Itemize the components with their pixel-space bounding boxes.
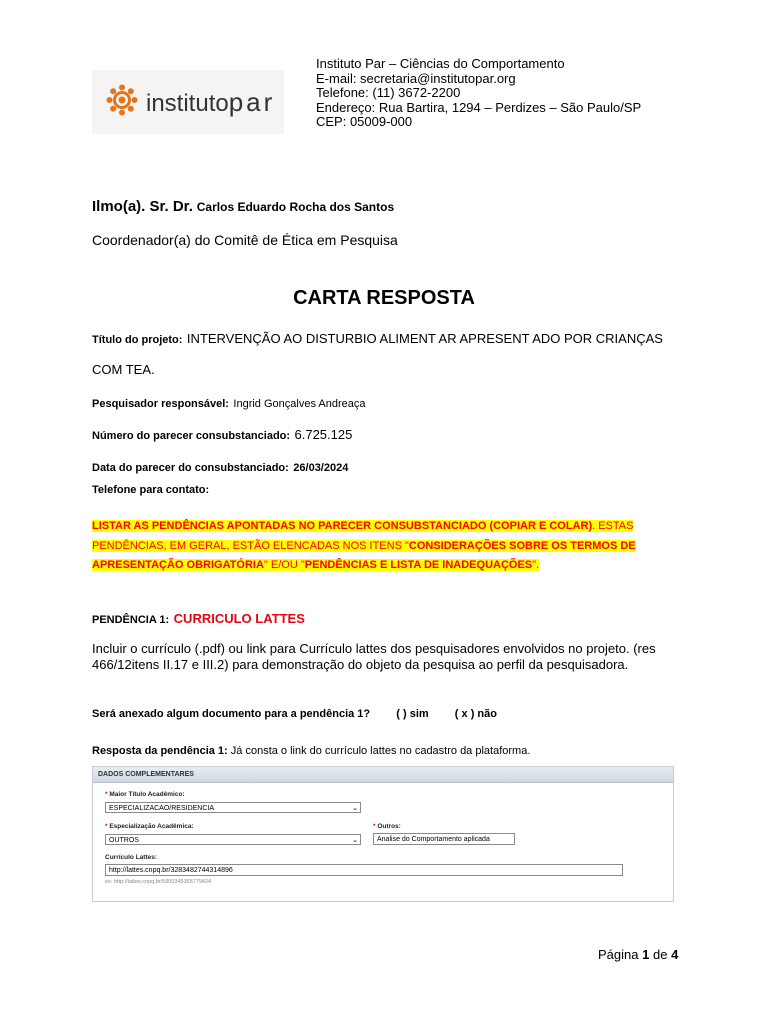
page-total: 4 bbox=[671, 947, 679, 962]
others-label: * Outros: bbox=[373, 823, 401, 830]
instruction-bold: LISTAR AS PENDÊNCIAS APONTADAS NO PARECER CONSUBSTANCIADO (COPIAR E COLAR) bbox=[92, 520, 593, 532]
addressee-role: Coordenador(a) do Comitê de Ética em Pesquisa bbox=[92, 232, 398, 248]
degree-selected-value: ESPECIALIZACAO/RESIDENCIA bbox=[109, 805, 215, 812]
pendency-description bbox=[92, 641, 692, 673]
option-yes: ( ) sim bbox=[396, 708, 429, 720]
contact-address: Endereço: Rua Bartira, 1294 – Perdizes – São Paulo/SP bbox=[316, 99, 642, 115]
pendency-response bbox=[92, 745, 530, 757]
researcher-line bbox=[92, 394, 366, 412]
lattes-input[interactable]: http://lattes.cnpq.br/3283482744314896 bbox=[105, 864, 623, 876]
opinion-date-line bbox=[92, 458, 348, 476]
instruction-text: " E/OU " bbox=[263, 559, 305, 571]
opinion-date-value: 26/03/2024 bbox=[293, 462, 349, 474]
page-number bbox=[598, 947, 678, 962]
logo-wordmark: institutopar bbox=[146, 86, 276, 117]
pendency-text-line: 466/12itens II.17 e III.2) para demonstração do objeto da pesquisa ao perfil da pesquisadora. bbox=[92, 657, 629, 672]
instruction-bold: APRESENTAÇÃO OBRIGATÓRIA bbox=[92, 559, 264, 571]
phone-line bbox=[92, 480, 209, 498]
response-text: Já consta o link do currículo lattes no cadastro da plataforma. bbox=[230, 745, 531, 757]
researcher-label: Pesquisador responsável: bbox=[92, 398, 229, 410]
pendency-label: PENDÊNCIA 1: bbox=[92, 614, 170, 626]
opinion-number-line bbox=[92, 426, 352, 444]
contact-zip: CEP: 05009-000 bbox=[316, 114, 413, 129]
instruction-text: . ESTAS bbox=[592, 520, 634, 532]
opinion-date-label: Data do parecer do consubstanciado: bbox=[92, 462, 289, 474]
dropdown-arrow-icon: ⌄ bbox=[352, 805, 358, 812]
project-title-line bbox=[92, 330, 663, 348]
page-word: Página bbox=[598, 947, 639, 962]
dropdown-arrow-icon: ⌄ bbox=[352, 837, 358, 844]
instruction-line-2 bbox=[92, 538, 636, 553]
institute-logo bbox=[92, 70, 284, 134]
project-title-continuation: COM TEA. bbox=[92, 362, 155, 377]
degree-label: * Maior Título Acadêmico: bbox=[105, 791, 185, 798]
question-text: Será anexado algum documento para a pendência 1? bbox=[92, 708, 371, 720]
specialization-selected-value: OUTROS bbox=[109, 837, 139, 844]
pendency-title: CURRICULO LATTES bbox=[173, 611, 305, 626]
lattes-hint: ex: http://lattes.cnpq.br/5900345365779424 bbox=[105, 879, 212, 885]
contact-block bbox=[316, 57, 641, 130]
attachment-question bbox=[92, 708, 497, 720]
researcher-value: Ingrid Gonçalves Andreaça bbox=[233, 398, 366, 410]
instruction-line-3 bbox=[92, 557, 539, 572]
opinion-number-label: Número do parecer consubstanciado: bbox=[92, 430, 291, 442]
others-input[interactable]: Analise do Comportamento aplicada bbox=[373, 833, 515, 845]
complementary-data-panel bbox=[92, 766, 674, 902]
addressee-name: Carlos Eduardo Rocha dos Santos bbox=[196, 200, 395, 214]
panel-header: DADOS COMPLEMENTARES bbox=[93, 767, 673, 783]
addressee-line bbox=[92, 198, 394, 215]
degree-select[interactable] bbox=[105, 802, 361, 813]
instruction-line-1 bbox=[92, 518, 633, 533]
pendency-heading bbox=[92, 610, 305, 628]
project-title-label: Título do projeto: bbox=[92, 334, 183, 346]
response-label: Resposta da pendência 1: bbox=[92, 745, 228, 757]
opinion-number-value: 6.725.125 bbox=[294, 427, 353, 442]
sunflower-logo-icon bbox=[106, 84, 138, 121]
page-current: 1 bbox=[642, 947, 650, 962]
instruction-text: ". bbox=[532, 559, 540, 571]
specialization-select[interactable] bbox=[105, 834, 361, 845]
document-title: CARTA RESPOSTA bbox=[293, 287, 475, 309]
contact-line: Instituto Par – Ciências do Comportamento bbox=[316, 56, 565, 71]
contact-phone: Telefone: (11) 3672-2200 bbox=[316, 85, 461, 100]
of-word: de bbox=[652, 947, 668, 962]
instruction-bold: CONSIDERAÇÕES SOBRE OS TERMOS DE bbox=[408, 540, 636, 552]
instruction-text: PENDÊNCIAS, EM GERAL, ESTÃO ELENCADAS NOS ITENS " bbox=[92, 540, 409, 552]
instruction-bold: PENDÊNCIAS E LISTA DE INADEQUAÇÕES bbox=[304, 559, 533, 571]
phone-label: Telefone para contato: bbox=[92, 484, 210, 496]
specialization-label: * Especialização Acadêmica: bbox=[105, 823, 194, 830]
salutation: Ilmo(a). Sr. Dr. bbox=[92, 198, 193, 215]
option-no: ( x ) não bbox=[454, 708, 497, 720]
project-title-value: INTERVENÇÃO AO DISTURBIO ALIMENT AR APRESENT ADO POR CRIANÇAS bbox=[186, 331, 663, 346]
pendency-text-line: Incluir o currículo (.pdf) ou link para Currículo lattes dos pesquisadores envolvidos no projeto. (res bbox=[92, 641, 656, 656]
contact-email: E-mail: secretaria@institutopar.org bbox=[316, 70, 516, 86]
lattes-label: Currículo Lattes: bbox=[105, 854, 158, 861]
